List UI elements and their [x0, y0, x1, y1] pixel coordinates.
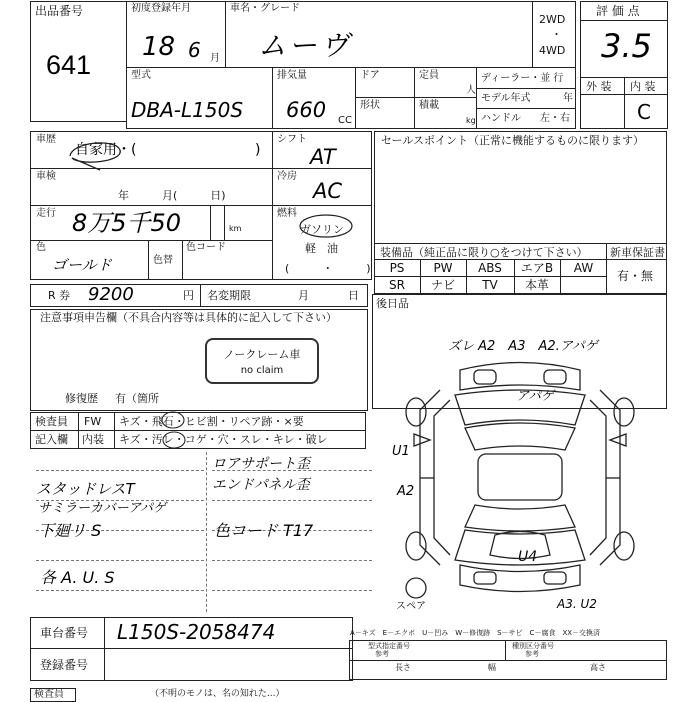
- load-unit: kg: [466, 116, 476, 125]
- note-right-2: エンドパネル歪: [212, 477, 310, 493]
- fuel-circle-icon: [298, 210, 358, 240]
- inspection-label: 車検: [36, 171, 56, 182]
- stamp-line1: ノークレーム車: [223, 348, 301, 361]
- inspection-text: 年 月( 日): [118, 189, 226, 202]
- bottom-inspector-label: 検査員: [34, 689, 64, 700]
- history-close: ): [255, 142, 261, 158]
- diagram-rear-u4: U4: [518, 549, 538, 565]
- color-value: ゴールド: [52, 256, 112, 274]
- handle-value: 左・右: [540, 113, 570, 124]
- r-ticket-value: 9200: [88, 284, 134, 305]
- mileage-value: 8万5千50: [72, 209, 182, 237]
- length-label: 長さ: [395, 663, 411, 672]
- registration-label: 登録番号: [40, 658, 89, 672]
- mileage-label: 走行: [36, 208, 56, 219]
- sales-points-box: [374, 131, 667, 244]
- fw-items: キズ・飛石・ヒビ割・リペア跡・×要: [119, 415, 304, 428]
- height-label: 高さ: [590, 663, 606, 672]
- type-label: 型式: [131, 70, 151, 81]
- chassis-value: L150S-2058474: [117, 620, 276, 644]
- name-change-month: 月: [298, 289, 309, 302]
- cc-unit: CC: [338, 115, 352, 126]
- ac-value: AC: [313, 179, 343, 203]
- new-car-label: 新車保証書: [610, 246, 665, 259]
- recycle-row: [30, 284, 368, 307]
- shape-label: 形状: [360, 100, 380, 111]
- type-spec-ref: 参考: [375, 650, 389, 658]
- grade-label: 評 価 点: [596, 4, 640, 18]
- interior-label: 内 装: [630, 80, 656, 93]
- capacity-label: 定員: [419, 70, 439, 81]
- car-diagram: [400, 350, 640, 615]
- model-year-label: モデル年式: [481, 93, 531, 104]
- diagram-spare-label: スペア: [396, 601, 426, 612]
- fuel-diesel: 軽 油: [305, 242, 338, 255]
- name-change-label: 名変期限: [207, 289, 251, 302]
- type-class-ref: 参考: [525, 650, 539, 658]
- drive-dot: ・: [551, 28, 562, 41]
- note-left-3: 下廻リ S: [38, 521, 102, 540]
- width-label: 幅: [488, 663, 496, 672]
- r-ticket-label: R 券: [48, 289, 71, 302]
- diagram-top-marks: ズレ A2 A3 A2.アパゲ: [448, 339, 598, 354]
- capacity-unit: 人: [466, 85, 476, 96]
- mileage-unit: km: [229, 224, 242, 233]
- car-outline: [406, 363, 634, 599]
- displacement-value: 660: [286, 98, 327, 122]
- fuel-paren: ( ・ ): [285, 262, 371, 275]
- handle-label: ハンドル: [481, 113, 521, 124]
- dealer-label: ディーラー・並 行: [481, 73, 564, 84]
- note-left-2: サミラーカバーアパゲ: [38, 501, 167, 516]
- type-value: DBA-L150S: [131, 98, 244, 122]
- first-reg-year: 18: [142, 32, 176, 62]
- first-reg-label: 初度登録年月: [131, 3, 191, 14]
- fw-label: FW: [84, 415, 102, 428]
- interior-tag: 内装: [82, 433, 104, 446]
- color-code-label: 色コード: [186, 242, 226, 253]
- displacement-label: 排気量: [277, 70, 307, 81]
- equip-pw: PW: [433, 261, 453, 275]
- rear-items-label: 後日品: [376, 297, 409, 310]
- door-label: ドア: [360, 70, 380, 81]
- stamp-line2: no claim: [240, 365, 284, 376]
- equip-aw: AW: [573, 261, 594, 275]
- equipment-label: 装備品（純正品に限り○をつけて下さい）: [380, 246, 588, 259]
- equip-abs: ABS: [478, 261, 502, 275]
- lot-number-value: 641: [46, 50, 92, 80]
- equip-tv: TV: [482, 278, 498, 292]
- new-car-value: 有・無: [617, 269, 654, 283]
- lot-number-label: 出品番号: [35, 4, 84, 18]
- shift-label: シフト: [277, 134, 307, 145]
- diagram-left-u1: U1: [392, 444, 410, 459]
- month-unit: 月: [210, 53, 220, 64]
- note-left-1: スタッドレスT: [36, 480, 135, 498]
- equip-navi: ナビ: [430, 278, 455, 292]
- note-left-4: 各 A. U. S: [40, 568, 115, 587]
- diagram-left-a2: A2: [397, 484, 415, 499]
- fuel-gas: ガソリン: [300, 223, 344, 236]
- grade-value: 3.5: [601, 27, 652, 65]
- shift-value: AT: [310, 145, 336, 169]
- note-right-1: ロアサポート歪: [212, 456, 310, 472]
- model-name: ムーヴ: [258, 29, 353, 62]
- note-right-3: 色コード T17: [214, 521, 314, 540]
- history-label: 車歴: [36, 134, 56, 145]
- repaint-label: 色替: [153, 255, 173, 266]
- year-unit: 年: [563, 93, 573, 104]
- color-label: 色: [36, 242, 46, 253]
- type-class-label: 種別区分番号: [512, 642, 554, 650]
- entry-label: 記入欄: [35, 433, 68, 446]
- interior-items: キズ・汚レ・コゲ・穴・スレ・キレ・破レ: [119, 433, 328, 446]
- equip-leather: 本革: [524, 278, 549, 292]
- type-spec-label: 型式指定番号: [368, 642, 410, 650]
- repair-history-value: 有（箇所: [115, 392, 159, 405]
- model-label: 車名・グレード: [230, 3, 300, 14]
- equip-ps: PS: [389, 261, 405, 275]
- interior-grade: C: [637, 100, 651, 124]
- notes-label: 注意事項申告欄（不具合内容等は具体的に記入して下さい）: [40, 311, 337, 324]
- history-value: 自家用・(: [75, 142, 137, 158]
- damage-legend: A－キズ E－エクボ U－凹み W－修復跡 S－サビ C－腐食 XX－交換済: [350, 629, 601, 637]
- drive-4wd: 4WD: [539, 44, 566, 57]
- equip-sr: SR: [389, 278, 405, 292]
- equip-airbag: エアB: [520, 261, 554, 275]
- diagram-rear-marks: A3. U2: [557, 597, 597, 611]
- inspector-label: 検査員: [35, 415, 68, 428]
- diagram-roof-mark: アパゲ: [516, 389, 554, 404]
- bottom-note: （不明のモノは、名の知れた...）: [150, 689, 285, 699]
- drive-2wd: 2WD: [539, 13, 566, 26]
- first-reg-month: 6: [188, 38, 201, 62]
- circle-mark-icon-2: [160, 410, 190, 452]
- yen-unit: 円: [183, 289, 194, 302]
- repair-history-label: 修復歴: [65, 392, 98, 405]
- no-claim-stamp: [205, 338, 319, 384]
- ac-label: 冷房: [277, 171, 297, 182]
- name-change-day: 日: [348, 289, 359, 302]
- sales-points-label: セールスポイント（正常に機能するものに限ります）: [381, 134, 645, 147]
- load-label: 積載: [419, 100, 439, 111]
- fuel-label: 燃料: [277, 208, 297, 219]
- exterior-label: 外 装: [586, 80, 612, 93]
- chassis-label: 車台番号: [40, 626, 89, 640]
